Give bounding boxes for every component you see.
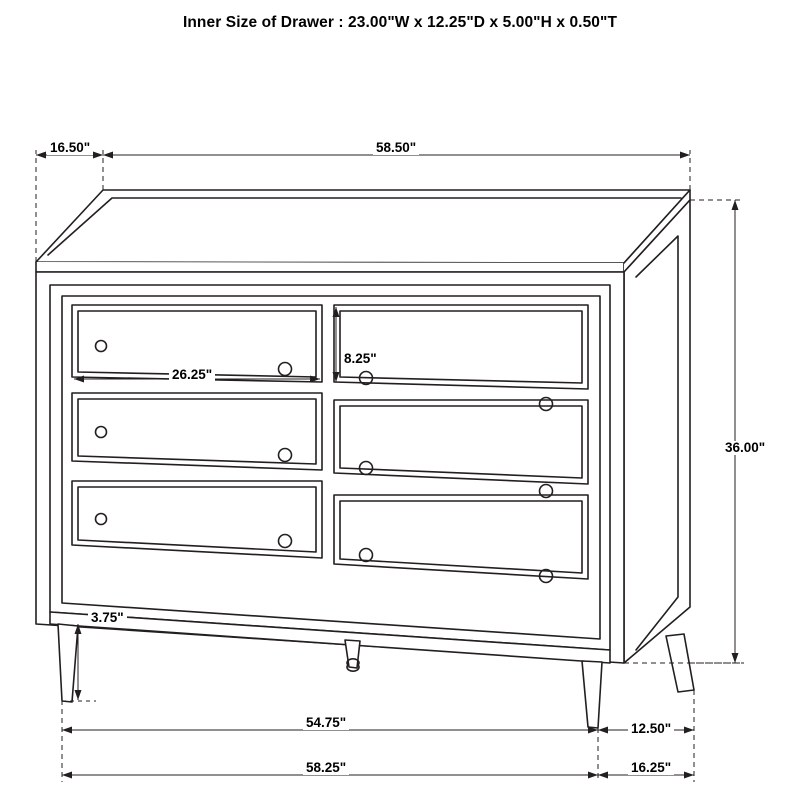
dimension-label-overall-depth: 16.25" [628, 761, 674, 775]
page-title: Inner Size of Drawer : 23.00"W x 12.25"D x 5.00"H x 0.50"T [182, 14, 618, 31]
dimension-label-width-top: 58.50" [373, 141, 419, 155]
dimension-label-leg-height: 3.75" [88, 611, 127, 625]
dimension-label-depth-top: 16.50" [47, 141, 93, 155]
dimension-label-base-width: 54.75" [303, 716, 349, 730]
dimension-label-overall-height: 36.00" [722, 441, 768, 455]
dimension-label-base-depth: 12.50" [628, 722, 674, 736]
dimension-label-drawer-left-width: 26.25" [169, 368, 215, 382]
dimension-label-overall-width: 58.25" [303, 761, 349, 775]
dimension-label-drawer-height: 8.25" [341, 352, 380, 366]
